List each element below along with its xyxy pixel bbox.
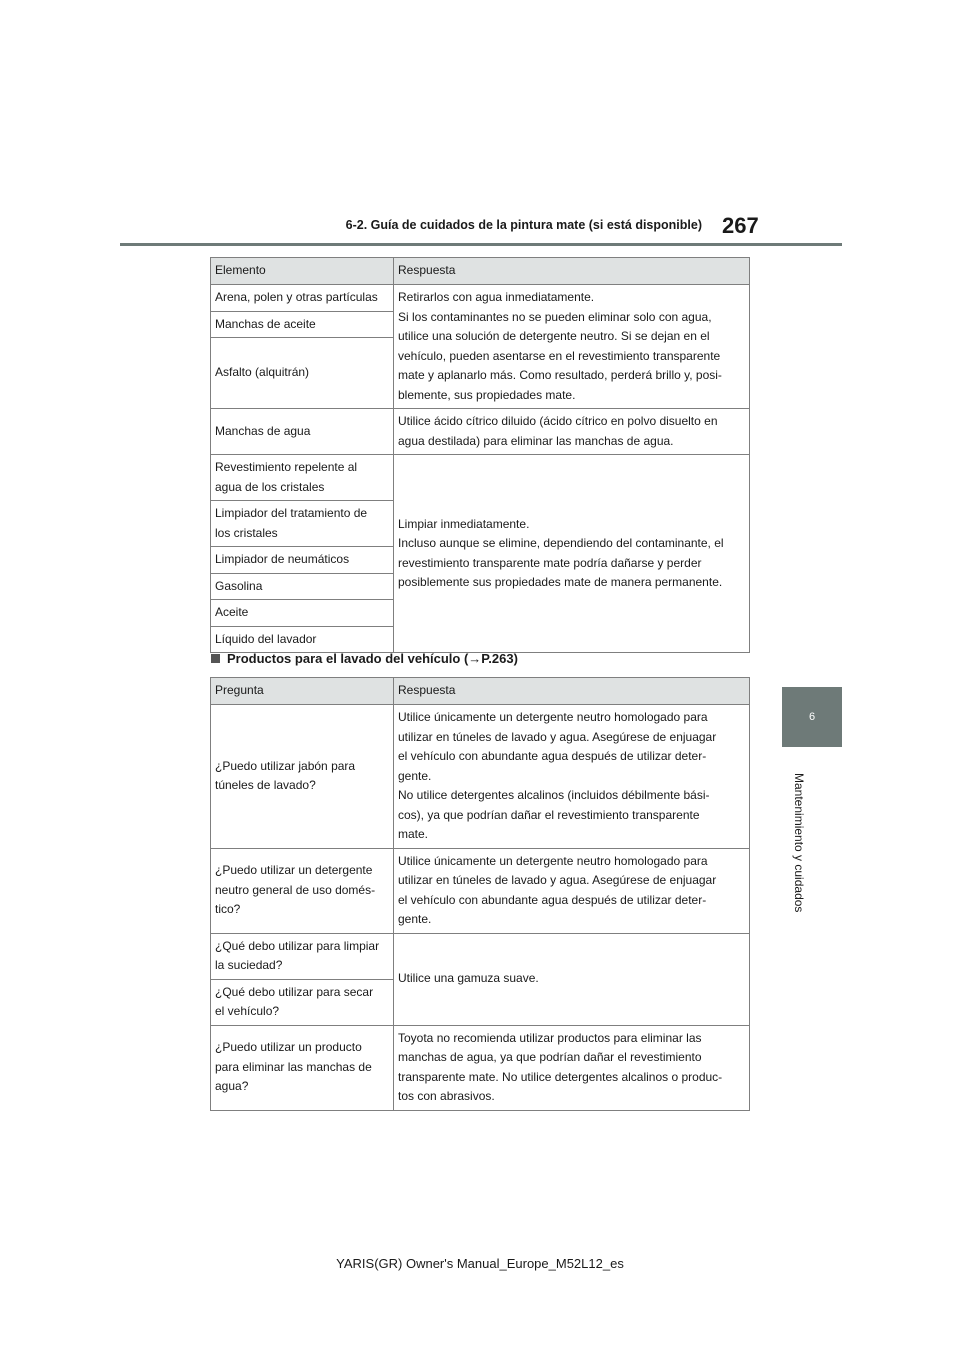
question-cell: ¿Qué debo utilizar para secar el vehículo?: [211, 979, 394, 1025]
column-header-answer: Respuesta: [394, 258, 750, 285]
element-cell: Asfalto (alquitrán): [211, 338, 394, 409]
table-row: [211, 848, 750, 933]
square-bullet-icon: [211, 654, 220, 663]
chapter-tab: 6: [782, 687, 842, 747]
element-cell: Manchas de aceite: [211, 311, 394, 338]
answer-cell: Limpiar inmediatamente. Incluso aunque se elimine, dependiendo del contaminante, el revestimiento transparente mate podría dañarse y perder posiblemente sus propiedades mate de manera permanente.: [394, 455, 750, 653]
question-cell: ¿Puedo utilizar un producto para eliminar las manchas de agua?: [211, 1025, 394, 1110]
contaminants-table: [210, 257, 750, 653]
section-heading: [211, 651, 518, 666]
element-cell: Líquido del lavador: [211, 626, 394, 653]
table-header-row: [211, 678, 750, 705]
answer-cell: Utilice únicamente un detergente neutro homologado para utilizar en túneles de lavado y agua. Asegúrese de enjuagar el vehículo con abundante agua después de utilizar deter- gente.: [394, 848, 750, 933]
header-rule: [120, 243, 842, 246]
element-cell: Revestimiento repelente al agua de los cristales: [211, 455, 394, 501]
element-cell: Limpiador del tratamiento de los cristales: [211, 501, 394, 547]
question-cell: ¿Qué debo utilizar para limpiar la suciedad?: [211, 933, 394, 979]
answer-cell: Utilice una gamuza suave.: [394, 933, 750, 1025]
answer-cell: Retirarlos con agua inmediatamente. Si los contaminantes no se pueden eliminar solo con agua, utilice una solución de detergente neutro. Si se dejan en el vehículo, pueden asentarse en el revestimiento transparente mate y aplanarlo más. Como resultado, perderá brillo y, posi- blemente, sus propiedades mate.: [394, 285, 750, 409]
car-wash-products-table: [210, 677, 750, 1111]
table-row: [211, 285, 750, 312]
question-cell: ¿Puedo utilizar jabón para túneles de lavado?: [211, 705, 394, 849]
section-title: 6-2. Guía de cuidados de la pintura mate (si está disponible): [345, 218, 702, 232]
table-row: [211, 409, 750, 455]
question-cell: ¿Puedo utilizar un detergente neutro general de uso domés- tico?: [211, 848, 394, 933]
section-heading-text: Productos para el lavado del vehículo (→P.263): [227, 651, 518, 666]
table-row: [211, 705, 750, 849]
column-header-question: Pregunta: [211, 678, 394, 705]
footer-text: YARIS(GR) Owner's Manual_Europe_M52L12_es: [336, 1256, 624, 1271]
element-cell: Gasolina: [211, 573, 394, 600]
answer-cell: Toyota no recomienda utilizar productos para eliminar las manchas de agua, ya que podrían dañar el revestimiento transparente mate. No utilice detergentes alcalinos o produc- tos con abrasivos.: [394, 1025, 750, 1110]
table-row: [211, 1025, 750, 1110]
column-header-element: Elemento: [211, 258, 394, 285]
table-header-row: [211, 258, 750, 285]
answer-cell: Utilice ácido cítrico diluido (ácido cítrico en polvo disuelto en agua destilada) para eliminar las manchas de agua.: [394, 409, 750, 455]
table-row: [211, 933, 750, 979]
element-cell: Arena, polen y otras partículas: [211, 285, 394, 312]
element-cell: Manchas de agua: [211, 409, 394, 455]
table-row: [211, 455, 750, 501]
element-cell: Limpiador de neumáticos: [211, 547, 394, 574]
page-number: 267: [722, 213, 759, 238]
element-cell: Aceite: [211, 600, 394, 627]
column-header-answer: Respuesta: [394, 678, 750, 705]
chapter-label: Mantenimiento y cuidados: [792, 773, 806, 913]
answer-cell: Utilice únicamente un detergente neutro homologado para utilizar en túneles de lavado y agua. Asegúrese de enjuagar el vehículo con abundante agua después de utilizar deter- gente. No utilice detergentes alcalinos (incluidos débilmente bási- cos), ya que podrían dañar el revestimiento transparente mate.: [394, 705, 750, 849]
